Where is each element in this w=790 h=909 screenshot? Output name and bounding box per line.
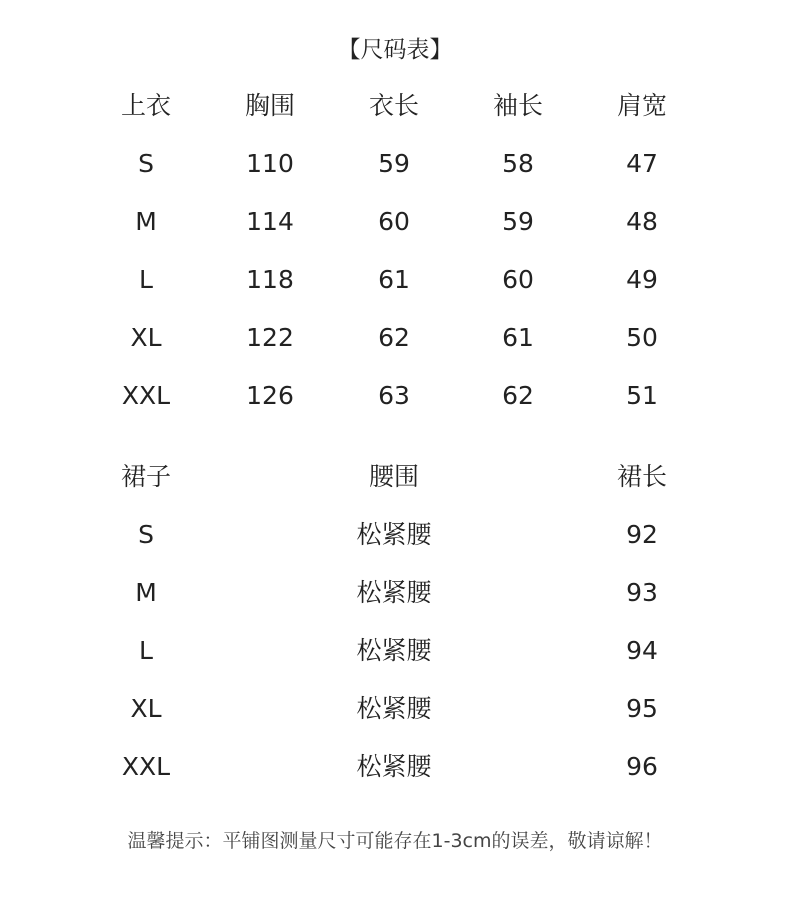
length-cell: 59: [378, 149, 410, 178]
waist-cell: 松紧腰: [356, 578, 432, 607]
top-table-row: [0, 318, 790, 358]
size-cell: M: [135, 578, 157, 607]
shoulder-cell: 48: [626, 207, 658, 236]
chest-cell: 114: [246, 207, 294, 236]
waist-cell: 松紧腰: [356, 520, 432, 549]
waist-cell: 松紧腰: [356, 752, 432, 781]
top-table-header-row: [0, 86, 790, 126]
skirt-length-cell: 93: [626, 578, 658, 607]
sleeve-cell: 58: [502, 149, 534, 178]
size-cell: L: [139, 636, 153, 665]
skirt-length-cell: 96: [626, 752, 658, 781]
skirt-length-cell: 94: [626, 636, 658, 665]
top-header-cell: 衣长: [368, 91, 419, 120]
top-header-cell: 上衣: [120, 91, 171, 120]
shoulder-cell: 47: [626, 149, 658, 178]
length-cell: 61: [378, 265, 410, 294]
size-cell: S: [138, 149, 154, 178]
skirt-header-cell: 裙子: [120, 462, 171, 491]
sleeve-cell: 59: [502, 207, 534, 236]
shoulder-cell: 50: [626, 323, 658, 352]
top-table-row: [0, 260, 790, 300]
length-cell: 62: [378, 323, 410, 352]
size-cell: L: [139, 265, 153, 294]
shoulder-cell: 49: [626, 265, 658, 294]
page-title: 【尺码表】: [337, 37, 453, 63]
top-table-row: [0, 144, 790, 184]
skirt-table-row: [0, 631, 790, 671]
shoulder-cell: 51: [626, 381, 658, 410]
skirt-table-row: [0, 573, 790, 613]
chest-cell: 126: [246, 381, 294, 410]
skirt-length-cell: 92: [626, 520, 658, 549]
size-cell: XL: [130, 694, 162, 723]
top-table-row: [0, 202, 790, 242]
size-cell: M: [135, 207, 157, 236]
chest-cell: 118: [246, 265, 294, 294]
waist-cell: 松紧腰: [356, 694, 432, 723]
size-cell: S: [138, 520, 154, 549]
skirt-table-row: [0, 689, 790, 729]
chest-cell: 122: [246, 323, 294, 352]
top-header-cell: 袖长: [492, 91, 543, 120]
sleeve-cell: 60: [502, 265, 534, 294]
skirt-header-cell: 腰围: [368, 462, 419, 491]
skirt-header-cell: 裙长: [616, 462, 667, 491]
size-cell: XXL: [121, 381, 171, 410]
top-table-row: [0, 376, 790, 416]
skirt-length-cell: 95: [626, 694, 658, 723]
skirt-table-header-row: [0, 457, 790, 497]
length-cell: 60: [378, 207, 410, 236]
skirt-table-row: [0, 747, 790, 787]
size-cell: XL: [130, 323, 162, 352]
sleeve-cell: 62: [502, 381, 534, 410]
length-cell: 63: [378, 381, 410, 410]
top-header-cell: 胸围: [244, 91, 295, 120]
chest-cell: 110: [246, 149, 294, 178]
size-cell: XXL: [121, 752, 171, 781]
top-header-cell: 肩宽: [616, 91, 667, 120]
sleeve-cell: 61: [502, 323, 534, 352]
skirt-table-row: [0, 515, 790, 555]
measurement-note: 温馨提示：平铺图测量尺寸可能存在1-3cm的误差，敬请谅解！: [127, 830, 663, 852]
waist-cell: 松紧腰: [356, 636, 432, 665]
